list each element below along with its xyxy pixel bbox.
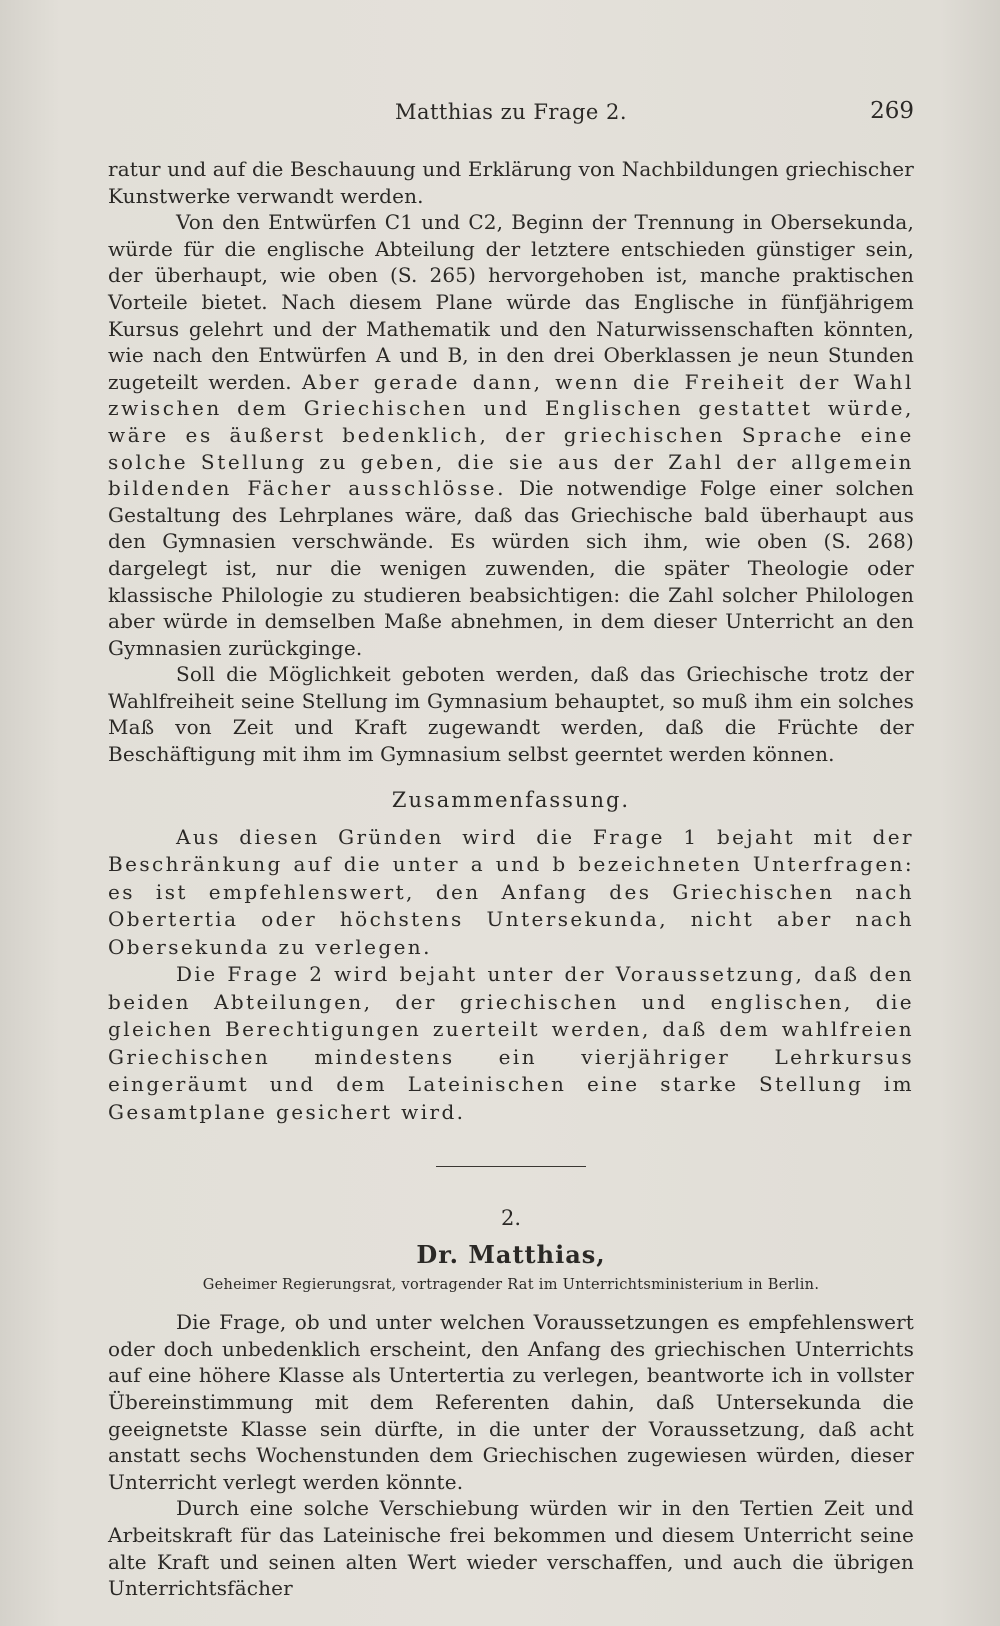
paragraph-continuation: ratur und auf die Beschauung und Erklärung von Nachbildungen griechischer Kunstwerke verwandt werden. xyxy=(108,157,914,208)
page-header xyxy=(108,96,914,130)
section-divider xyxy=(436,1166,586,1167)
paragraph-entwuerfe-part-c: Die notwendige Folge einer solchen Gestaltung des Lehrplanes wäre, daß das Griechische bald überhaupt aus den Gymnasien verschwände. Es würden sich ihm, wie oben (S. 268) dargelegt ist, nur die wenigen zuwenden, die später Theologie oder klassische Philologie zu studieren beabsichtigen: die Zahl solcher Philologen aber würde in demselben Maße abnehmen, in dem dieser Unterricht an den Gymnasien zurückginge. xyxy=(108,476,914,660)
page-content xyxy=(108,156,914,1602)
section-number: 2. xyxy=(500,1206,522,1231)
summary-section xyxy=(108,824,914,1127)
section2-paragraph-2: Durch eine solche Verschiebung würden wir in den Tertien Zeit und Arbeitskraft für das Lateinische frei bekommen und diesem Unterricht seine alte Kraft und seinen alten Wert wieder verschaffen, und auch die übrigen Unterrichtsfächer xyxy=(108,1496,914,1601)
page-number: 269 xyxy=(870,98,914,124)
paragraph-entwuerfe xyxy=(108,209,914,661)
summary-heading: Zusammenfassung. xyxy=(391,787,631,812)
paragraph-entwuerfe-part-a: Von den Entwürfen C1 und C2, Beginn der Trennung in Obersekunda, würde für die englische Abteilung der letztere entschieden günstiger sein, der überhaupt, wie oben (S. 265) hervorgehoben ist, manche praktischen Vorteile bietet. Nach diesem Plane würde das Englische in fünfjährigem Kursus gelehrt und der Mathematik und den Naturwissenschaften könnten, wie nach den Entwürfen A und B, in den drei Oberklassen je neun Stunden zugeteilt werden. xyxy=(108,210,914,394)
paragraph-entwuerfe-spaced: Aber gerade dann, wenn die Freiheit der Wahl zwischen dem Griechischen und Englischen gestattet würde, wäre es äußerst bedenklich, der griechischen Sprache eine solche Stellung zu geben, die sie aus der Zahl der allgemein bildenden Fächer ausschlösse. xyxy=(108,369,914,501)
summary-paragraph-frage-1: Aus diesen Gründen wird die Frage 1 bejaht mit der Beschränkung auf die unter a und b bezeichneten Unterfragen: es ist empfehlenswert, den Anfang des Griechischen nach Obertertia oder höchstens Untersekunda, nicht aber nach Obersekunda zu verlegen. xyxy=(108,824,914,959)
section2-paragraph-1: Die Frage, ob und unter welchen Voraussetzungen es empfehlenswert oder doch unbedenklich erscheint, den Anfang des griechischen Unterrichts auf eine höhere Klasse als Untertertia zu verlegen, beantworte ich in vollster Übereinstimmung mit dem Referenten dahin, daß Untersekunda die geeignetste Klasse sein dürfte, in die unter der Voraussetzung, daß acht anstatt sechs Wochenstunden dem Griechischen zugewiesen würden, dieser Unterricht verlegt werden könnte. xyxy=(108,1310,914,1494)
running-title: Matthias zu Frage 2. xyxy=(394,100,628,124)
summary-paragraph-frage-2: Die Frage 2 wird bejaht unter der Voraussetzung, daß den beiden Abteilungen, der griechischen und englischen, die gleichen Berechtigungen zuerteilt werden, daß dem wahlfreien Griechischen mindestens ein vierjähriger Lehrkursus eingeräumt und dem Lateinischen eine starke Stellung im Gesamtplane gesichert wird. xyxy=(108,962,914,1124)
author-name: Dr. Matthias, xyxy=(416,1240,606,1270)
paragraph-moeglichkeit: Soll die Möglichkeit geboten werden, daß das Griechische trotz der Wahlfreiheit seine Stellung im Gymnasium behauptet, so muß ihm ein solches Maß von Zeit und Kraft zugewandt werden, daß die Früchte der Beschäftigung mit ihm im Gymnasium selbst geerntet werden können. xyxy=(108,662,914,767)
author-affiliation: Geheimer Regierungsrat, vortragender Rat im Unterrichtsministerium in Berlin. xyxy=(202,1277,820,1294)
